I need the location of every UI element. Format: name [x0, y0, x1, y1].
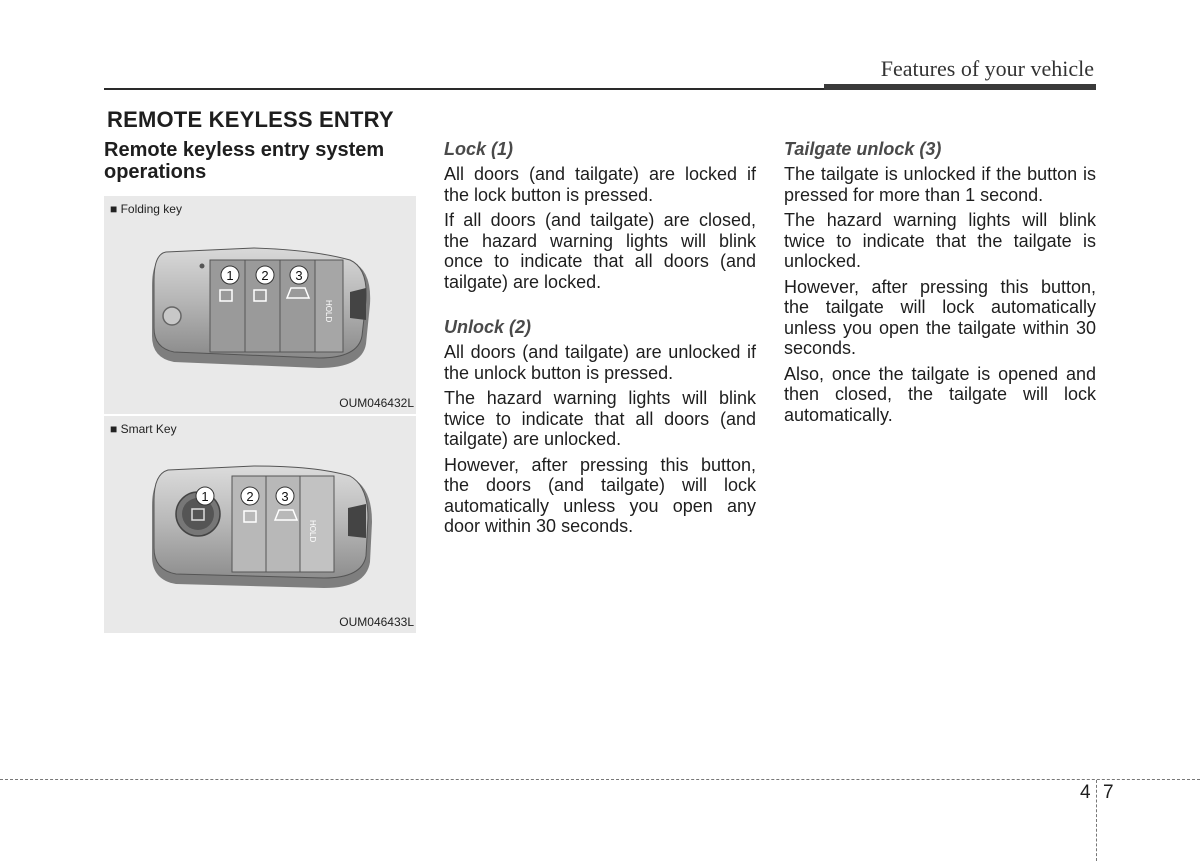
- figure-code: OUM046433L: [339, 615, 414, 629]
- header-rule: [104, 88, 824, 90]
- page-number: 7: [1103, 782, 1114, 803]
- footer-page-divider: [1096, 780, 1097, 861]
- unlock-heading: Unlock (2): [444, 317, 532, 337]
- section-title: REMOTE KEYLESS ENTRY: [107, 107, 394, 132]
- button-number-label: 2: [246, 489, 254, 504]
- button-number-label: 1: [226, 268, 234, 283]
- button-number-label: 3: [295, 268, 303, 283]
- footer-divider: [0, 779, 1200, 780]
- subsection-title: Remote keyless entry system operations: [104, 139, 385, 183]
- unlock-paragraph: The hazard warning lights will blink twice to indicate that all doors (and tailgate) are unlocked.: [444, 388, 756, 449]
- hold-label: HOLD: [308, 520, 317, 543]
- figure-code: OUM046432L: [339, 396, 414, 410]
- button-number-label: 3: [281, 489, 289, 504]
- figure-caption: ■ Smart Key: [110, 422, 177, 436]
- column-tailgate: [784, 139, 1096, 430]
- chapter-number: 4: [1080, 782, 1091, 803]
- button-number-label: 1: [201, 489, 209, 504]
- folding-key-figure: [104, 196, 416, 414]
- unlock-paragraph: However, after pressing this button, the doors (and tailgate) will lock automatically unless you open any door within 30 seconds.: [444, 454, 756, 536]
- folding-key-illustration: [104, 196, 416, 414]
- lock-paragraph: If all doors (and tailgate) are closed, the hazard warning lights will blink once to indicate that all doors (and tailgate) are locked.: [444, 210, 756, 292]
- tailgate-paragraph: Also, once the tailgate is opened and then closed, the tailgate will lock automatically.: [784, 363, 1096, 425]
- tailgate-paragraph: The hazard warning lights will blink twice to indicate that the tailgate is unlocked.: [784, 210, 1096, 271]
- lock-paragraph: All doors (and tailgate) are locked if the lock button is pressed.: [444, 164, 756, 205]
- button-number-label: 2: [261, 268, 269, 283]
- smart-key-figure: [104, 416, 416, 633]
- tailgate-paragraph: The tailgate is unlocked if the button is pressed for more than 1 second.: [784, 164, 1096, 205]
- lock-heading: Lock (1): [444, 139, 514, 159]
- tailgate-heading: Tailgate unlock (3): [784, 139, 942, 159]
- column-lock-unlock: [444, 139, 756, 542]
- tailgate-paragraph: However, after pressing this button, the tailgate will lock automatically unless you open the tailgate within 30 seconds.: [784, 276, 1096, 358]
- figure-caption: ■ Folding key: [110, 202, 182, 216]
- hold-label: HOLD: [324, 300, 333, 323]
- header-rule-accent: [824, 84, 1096, 90]
- unlock-paragraph: All doors (and tailgate) are unlocked if the unlock button is pressed.: [444, 342, 756, 383]
- smart-key-illustration: [104, 416, 416, 633]
- header-title: Features of your vehicle: [880, 56, 1094, 81]
